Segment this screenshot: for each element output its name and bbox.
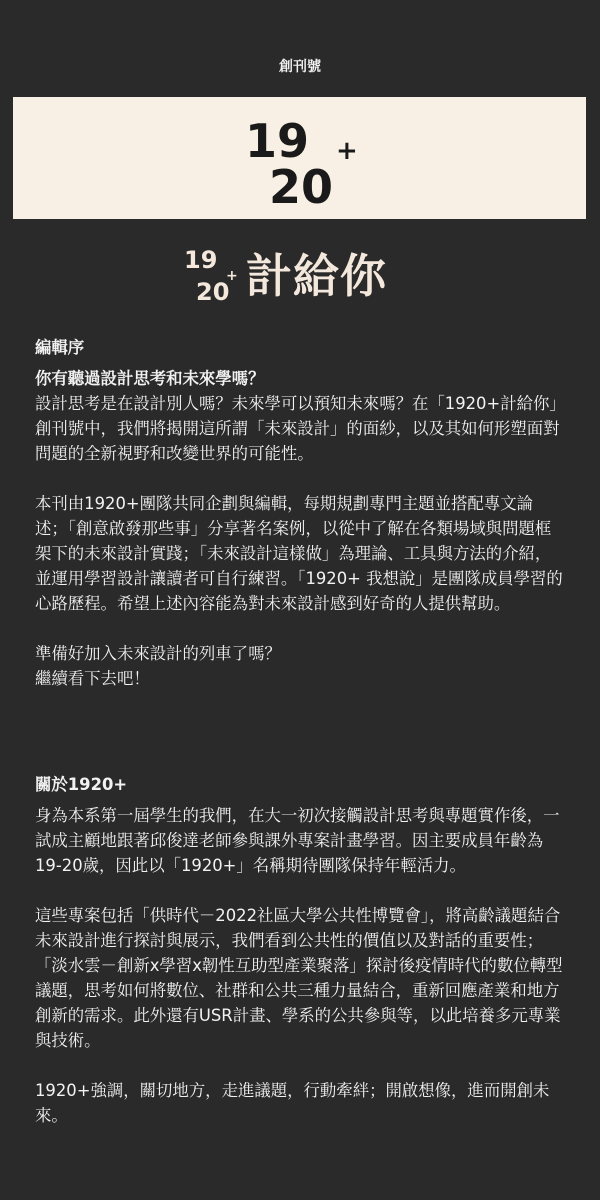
tagline-text: 計給你 — [246, 249, 387, 303]
editorial-paragraph-3-line-1: 準備好加入未來設計的列車了嗎？ — [35, 644, 281, 663]
hero-banner — [13, 97, 586, 219]
tagline-plus: + — [226, 268, 238, 284]
about-section — [35, 772, 565, 1128]
editorial-title: 編輯序 — [35, 338, 85, 357]
about-paragraph-2: 這些專案包括「供時代－2022社區大學公共性博覽會」，將高齡議題結合未來設計進行探討與展示，我們看到公共性的價值以及對話的重要性；「淡水雲－創新x學習x韌性互助型產業聚落」探討後疫情時代的數位轉型議題，思考如何將數位、社群和公共三種力量結合，重新回應產業和地方創新的需求。此外還有USR計畫、學系的公共參與等，以此培養多元專業與技術。 — [35, 906, 563, 1050]
logo-digits-top: 19 — [245, 114, 310, 168]
editorial-paragraph-2: 本刊由1920+團隊共同企劃與編輯，每期規劃專門主題並搭配專文論述；「創意啟發那些事」分享著名案例，以從中了解在各類場域與問題框架下的未來設計實踐；「未來設計這樣做」為理論、工具與方法的介紹，並運用學習設計讓讀者可自行練習。「1920+ 我想說」是團隊成員學習的心路歷程。希望上述內容能為對未來設計感到好奇的人提供幫助。 — [35, 494, 563, 613]
logo-1920-plus — [13, 97, 586, 219]
editorial-paragraph-1: 設計思考是在設計別人嗎？未來學可以預知未來嗎？在「1920+計給你」創刊號中，我們將揭開這所謂「未來設計」的面紗，以及其如何形塑面對問題的全新視野和改變世界的可能性。 — [35, 394, 560, 463]
logo-plus: + — [336, 136, 358, 166]
editorial-paragraph-3-line-2: 繼續看下去吧！ — [35, 669, 150, 688]
tagline-digits-top: 19 — [184, 246, 218, 274]
editorial-section — [35, 335, 565, 691]
tagline-banner — [0, 240, 600, 310]
issue-label: 創刊號 — [279, 59, 321, 75]
about-paragraph-1: 身為本系第一屆學生的我們，在大一初次接觸設計思考與專題實作後，一試成主顧地跟著邱俊達老師參與課外專案計畫學習。因主要成員年齡為19-20歲，因此以「1920+」名稱期待團隊保持年輕活力。 — [35, 806, 560, 875]
editorial-question: 你有聽過設計思考和未來學嗎？ — [35, 369, 265, 388]
about-title: 關於1920+ — [35, 775, 128, 794]
about-paragraph-3: 1920+強調，關切地方，走進議題，行動牽絆；開啟想像，進而開創未來。 — [35, 1081, 550, 1125]
tagline-digits-bottom: 20 — [196, 278, 230, 306]
logo-digits-bottom: 20 — [269, 160, 334, 214]
